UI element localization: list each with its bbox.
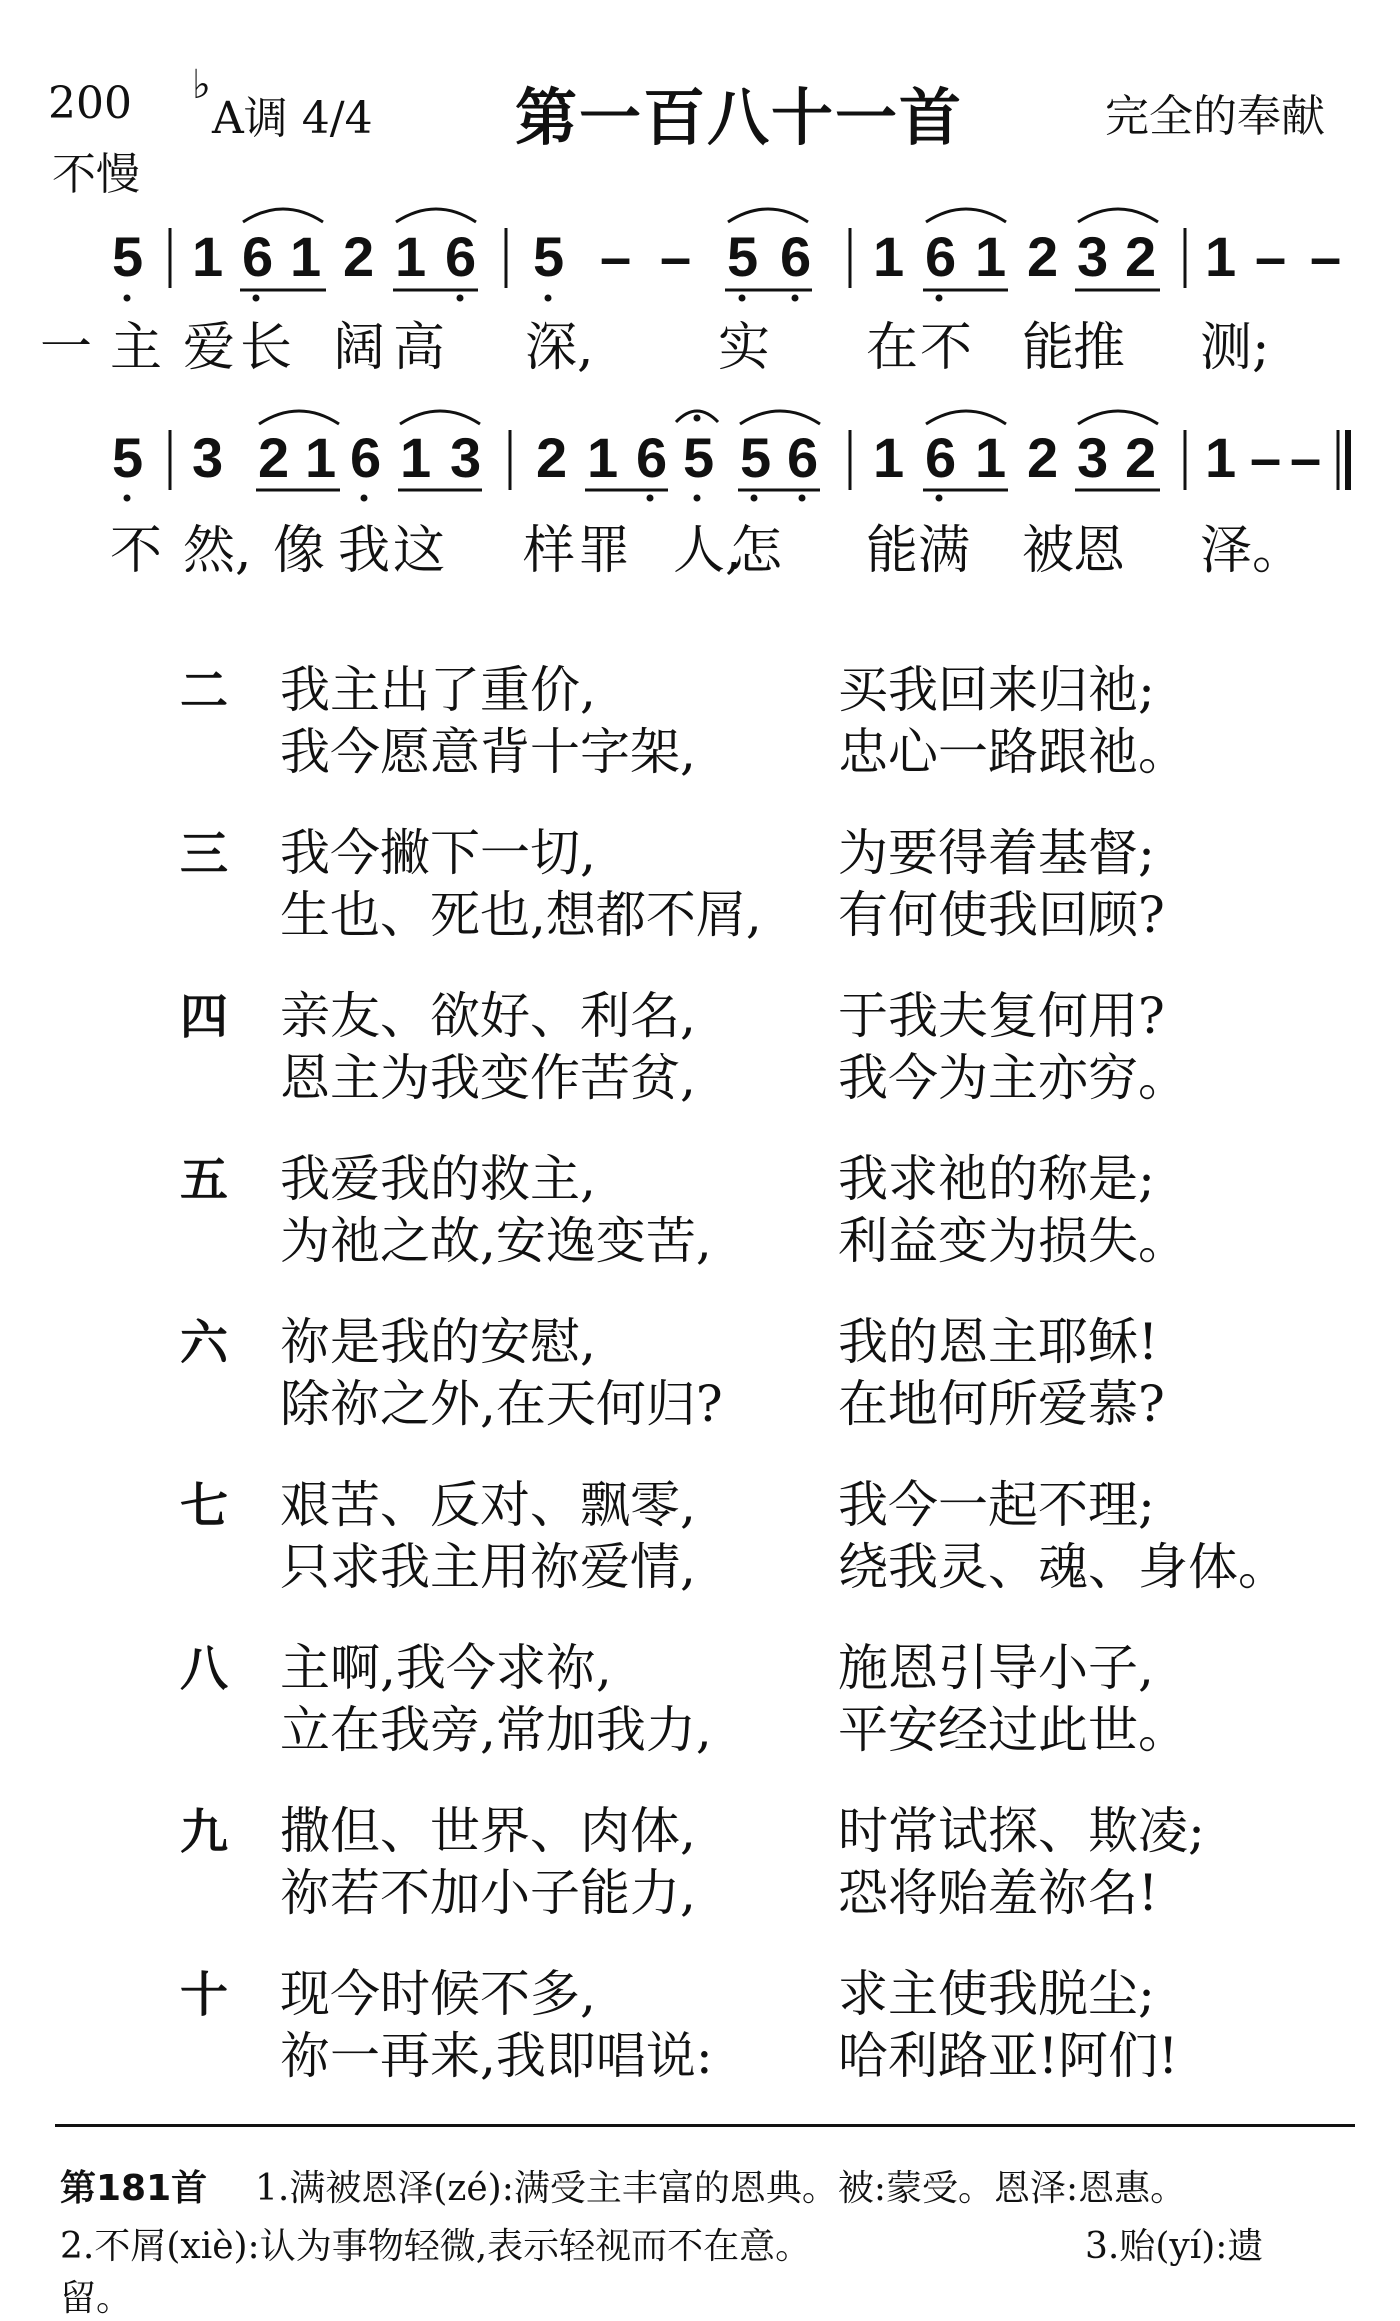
verse-number: 九 [180,1804,229,1860]
lyric: 人, [673,521,742,581]
note: 1 [873,426,905,489]
note: 3 [450,426,482,489]
footnote-label: 第181首 [60,2168,208,2209]
lyric: 能 [1022,318,1075,378]
slur [396,209,476,222]
verse-line: 我今愿意背十字架, [280,723,696,781]
slur [926,411,1006,424]
verse-line: 于我夫复何用? [838,987,1165,1045]
verse-line: 祢一再来,我即唱说: [280,2027,713,2085]
note-dash: – [660,225,692,288]
footnote-text: 留。 [60,2278,133,2319]
note: 3 [1077,225,1109,288]
note: 2 [1125,426,1157,489]
hymn-category: 完全的奉献 [1105,91,1325,142]
note: 1 [305,426,337,489]
page-number: 200 [48,78,132,129]
verse-line: 除祢之外,在天何归? [280,1375,723,1433]
note: 1 [395,225,427,288]
slur [400,411,480,424]
verse-line: 现今时候不多, [280,1965,596,2023]
fermata-dot [694,415,701,422]
slur [728,209,808,222]
slur [1078,411,1158,424]
note: 6 [925,426,957,489]
octave-dot [751,495,758,502]
lyric: 能 [866,521,919,581]
verse-number: 七 [180,1478,229,1534]
note: 1 [873,225,905,288]
octave-dot [936,295,943,302]
verse-line: 艰苦、反对、飘零, [280,1476,696,1534]
note: 5 [683,426,715,489]
footnote-divider [55,2124,1355,2127]
lyric: 深, [525,318,594,378]
lyric: 测; [1200,318,1270,378]
lyric: 阔 [333,318,386,378]
lyric: 不 [920,318,973,378]
verse-line: 我的恩主耶稣! [838,1313,1159,1371]
verse-line: 哈利路亚!阿们! [838,2027,1179,2085]
verse-line: 我今撇下一切, [280,824,596,882]
slur [243,209,323,222]
note: 1 [1205,426,1237,489]
note: 5 [740,426,772,489]
lyric: 样 [523,521,576,581]
lyric: 长 [240,318,293,378]
note: 6 [787,426,819,489]
verse-line: 恩主为我变作苦贫, [280,1049,696,1107]
octave-dot [792,295,799,302]
note: 2 [1027,426,1059,489]
octave-dot [545,295,552,302]
lyric: 泽。 [1200,521,1305,581]
note: 2 [536,426,568,489]
verse-line: 施恩引导小子, [838,1639,1154,1697]
note: 1 [975,225,1007,288]
verse-line: 我主出了重价, [280,661,596,719]
lyric: 不 [110,521,163,581]
note-dash: – [1255,225,1287,288]
verse-number: 八 [180,1641,229,1697]
octave-dot [799,495,806,502]
note: 6 [925,225,957,288]
note: 5 [727,225,759,288]
lyric: 被 [1022,521,1075,581]
verse-line: 亲友、欲好、利名, [280,987,696,1045]
note: 6 [780,225,812,288]
slur [259,411,339,424]
note: 1 [290,225,322,288]
octave-dot [124,495,131,502]
hymn-title: 第一百八十一首 [515,81,964,154]
verse-number: 十 [180,1967,229,2023]
octave-dot [361,495,368,502]
lyric: 罪 [578,521,631,581]
verse-number: 一 [40,318,93,378]
lyric: 爱 [183,318,236,378]
slur [1078,209,1158,222]
verse-number: 二 [180,663,229,719]
verse-line: 我爱我的救主, [280,1150,596,1208]
octave-dot [124,295,131,302]
note: 6 [350,426,382,489]
lyric: 怎 [730,521,783,581]
verse-line: 忠心一路跟祂。 [838,723,1188,781]
lyric: 我 [338,521,391,581]
verse-line: 在地何所爱慕? [838,1375,1165,1433]
slur [740,411,820,424]
note: 6 [445,225,477,288]
verse-line: 主啊,我今求祢, [280,1639,612,1697]
note: 6 [636,426,668,489]
lyric: 推 [1073,318,1126,378]
verse-number: 五 [180,1152,229,1208]
verse-line: 有何使我回顾? [838,886,1165,944]
key-signature: A调 4/4 [212,93,373,144]
verse-line: 我求祂的称是; [838,1150,1155,1208]
note: 3 [1077,426,1109,489]
octave-dot [457,295,464,302]
verse-number: 三 [180,826,229,882]
note: 5 [112,426,144,489]
lyric: 主 [110,318,163,378]
note: 2 [343,225,375,288]
lyric: 这 [393,521,446,581]
verse-line: 时常试探、欺凌; [838,1802,1205,1860]
note: 6 [242,225,274,288]
note: 1 [975,426,1007,489]
note-dash: – [1290,426,1322,489]
note: 2 [258,426,290,489]
verse-line: 恐将贻羞祢名! [838,1864,1159,1922]
octave-dot [647,495,654,502]
lyric: 然, [183,521,252,581]
note-dash: – [1310,225,1342,288]
footnote-text: 1.满被恩泽(zé):满受主丰富的恩典。被:蒙受。恩泽:恩惠。 [255,2168,1187,2209]
verse-line: 绕我灵、魂、身体。 [838,1538,1288,1596]
verse-line: 平安经过此世。 [838,1701,1188,1759]
verse-line: 生也、死也,想都不屑, [280,886,762,944]
verse-line: 利益变为损失。 [838,1212,1188,1270]
lyric: 实 [718,318,771,378]
octave-dot [694,495,701,502]
verse-line: 祢是我的安慰, [280,1313,596,1371]
octave-dot [936,495,943,502]
verse-line: 立在我旁,常加我力, [280,1701,712,1759]
music-notation-marks [0,0,1400,620]
verse-line: 我今为主亦穷。 [838,1049,1188,1107]
note: 1 [1205,225,1237,288]
note: 2 [1027,225,1059,288]
verse-number: 四 [180,989,229,1045]
lyric: 像 [273,521,326,581]
verse-line: 买我回来归祂; [838,661,1155,719]
note: 1 [400,426,432,489]
verse-line: 只求我主用祢爱情, [280,1538,696,1596]
lyric: 恩 [1073,521,1126,581]
slur [926,209,1006,222]
note: 5 [533,225,565,288]
footnote-text: 3.贻(yí):遗 [1085,2226,1264,2267]
key-flat-sign: ♭ [192,62,211,108]
tempo-marking: 不慢 [52,149,140,200]
lyric: 高 [393,318,446,378]
verse-line: 求主使我脱尘; [838,1965,1155,2023]
note: 2 [1125,225,1157,288]
verse-line: 祢若不加小子能力, [280,1864,696,1922]
lyric: 在 [866,318,919,378]
footnote-text: 2.不屑(xiè):认为事物轻微,表示轻视而不在意。 [60,2226,812,2267]
note: 1 [587,426,619,489]
verse-line: 为祂之故,安逸变苦, [280,1212,712,1270]
note-dash: – [600,225,632,288]
verse-line: 撒但、世界、肉体, [280,1802,696,1860]
note: 3 [192,426,224,489]
verse-number: 六 [180,1315,229,1371]
lyric: 满 [918,521,971,581]
note: 1 [192,225,224,288]
verse-line: 我今一起不理; [838,1476,1155,1534]
note-dash: – [1250,426,1282,489]
verse-line: 为要得着基督; [838,824,1155,882]
octave-dot [253,295,260,302]
octave-dot [739,295,746,302]
note: 5 [112,225,144,288]
